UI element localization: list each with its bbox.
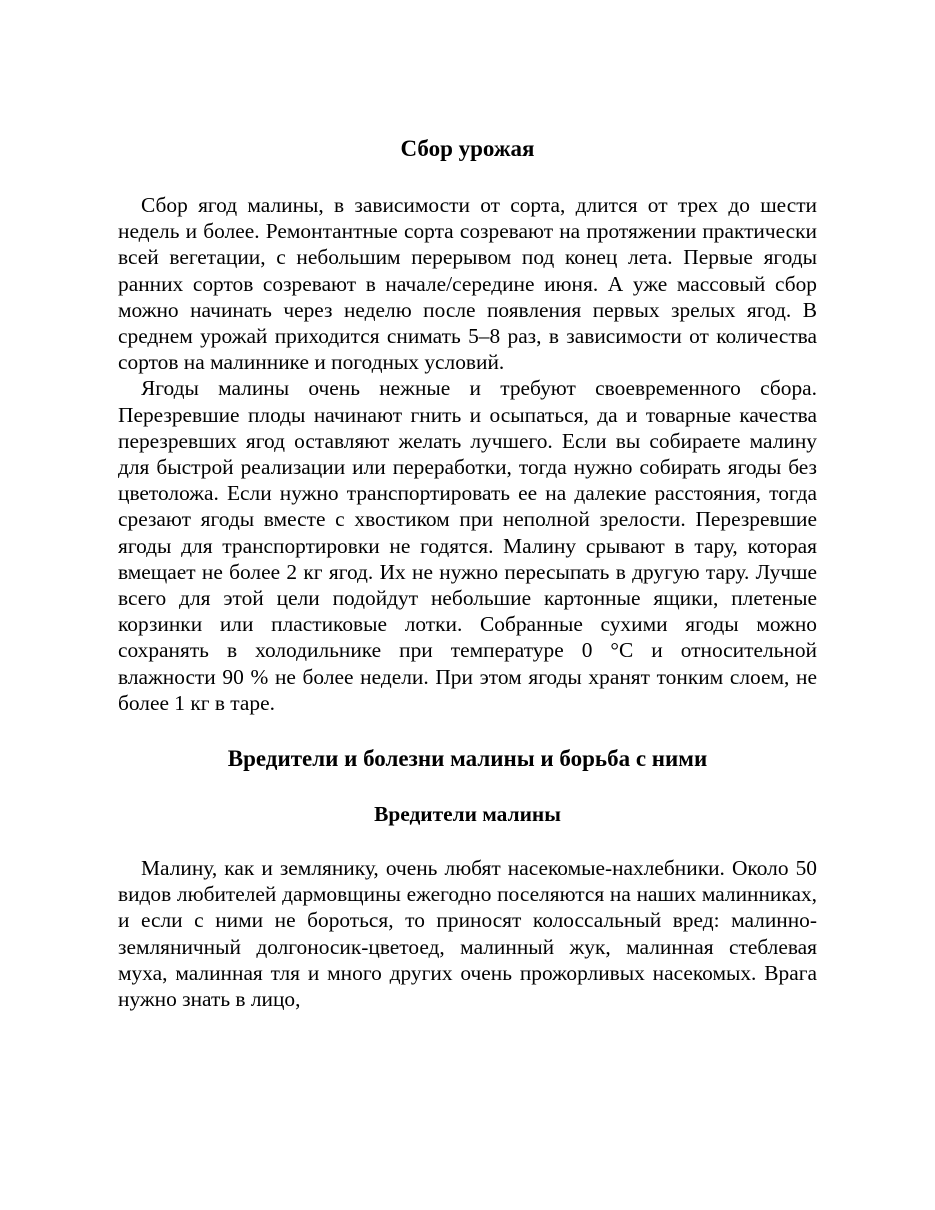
subsection-title-pests: Вредители малины — [374, 802, 561, 827]
paragraph-pests-1: Малину, как и землянику, очень любят насекомые-нахлебники. Около 50 видов любителей дармовщины ежегодно поселяются на наших малинниках, и если с ними не бороться, то приносят колоссальный вред: малинно-земляничный долгоносик-цветоед, малинный жук, малинная стеблевая муха, малинная тля и много других очень прожорливых насекомых. Врага нужно знать в лицо, — [118, 856, 817, 1012]
paragraph-harvest-1: Сбор ягод малины, в зависимости от сорта, длится от трех до шести недель и более. Ремонтантные сорта созревают на протяжении практически всей вегетации, с небольшим перерывом под конец лета. Первые ягоды ранних сортов созревают в начале/середине июня. А уже массовый сбор можно начинать через неделю после появления первых зрелых ягод. В среднем урожай приходится снимать 5–8 раз, в зависимости от количества сортов на малиннике и погодных условий. — [118, 193, 817, 375]
paragraph-harvest-2: Ягоды малины очень нежные и требуют своевременного сбора. Перезревшие плоды начинают гнить и осыпаться, да и товарные качества перезревших ягод оставляют желать лучшего. Если вы собираете малину для быстрой реализации или переработки, тогда нужно собирать ягоды без цветоложа. Если нужно транспортировать ее на далекие расстояния, тогда срезают ягоды вместе с хвостиком при неполной зрелости. Перезревшие ягоды для транспортировки не годятся. Малину срывают в тару, которая вмещает не более 2 кг ягод. Их не нужно пересыпать в другую тару. Лучше всего для этой цели подойдут небольшие картонные ящики, плетеные корзинки или пластиковые лотки. Собранные сухими ягоды можно сохранять в холодильнике при температуре 0 °C и относительной влажности 90 % не более недели. При этом ягоды хранят тонким слоем, не более 1 кг в таре. — [118, 376, 817, 715]
section-title-harvest: Сбор урожая — [400, 136, 535, 161]
document-page — [118, 134, 817, 1012]
section-title-pests-diseases: Вредители и болезни малины и борьба с ними — [227, 746, 708, 772]
